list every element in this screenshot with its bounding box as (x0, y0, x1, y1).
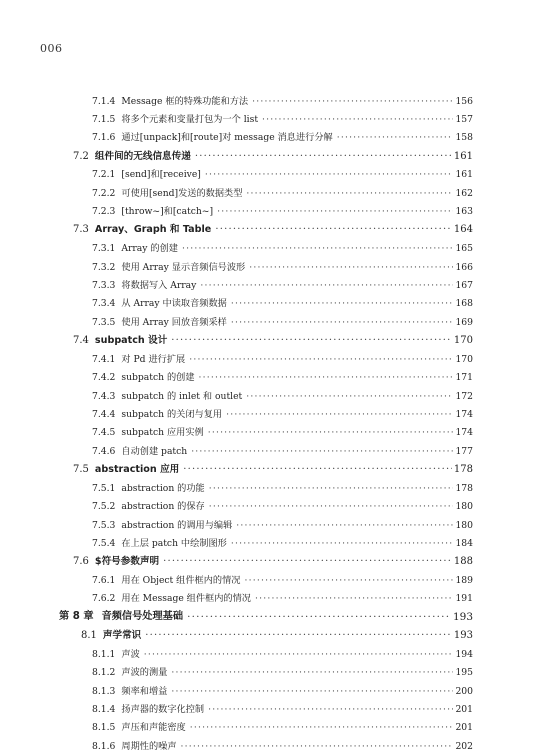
dot-leader (262, 115, 453, 124)
toc-entry-page: 201 (455, 722, 473, 734)
dot-leader (200, 281, 453, 290)
toc-entry-page: 188 (453, 556, 473, 568)
toc-entry-title: subpatch 设计 (94, 335, 168, 347)
toc-entry-title: 将数据写入 Array (121, 279, 197, 291)
toc-entry-title: abstraction 的调用与编辑 (121, 519, 233, 531)
toc-entry-page: 167 (455, 279, 473, 291)
toc-entry (0, 608, 534, 626)
toc-entry-page: 171 (455, 372, 473, 384)
dot-leader (187, 612, 451, 623)
toc-entry-number: 7.1.4 (92, 95, 116, 107)
toc-entry-page: 161 (455, 169, 473, 181)
toc-entry-page: 164 (453, 224, 473, 236)
toc-entry-number: 7.3 (73, 224, 89, 236)
toc-entry (0, 92, 534, 110)
toc-entry-title: 声波的测量 (121, 667, 168, 679)
toc-entry (0, 147, 534, 165)
toc-entry-page: 172 (455, 390, 473, 402)
toc-entry-page: 174 (455, 427, 473, 439)
toc-entry (0, 313, 534, 331)
toc-entry (0, 590, 534, 608)
toc-entry (0, 571, 534, 589)
toc-entry (0, 350, 534, 368)
toc-entry-page: 156 (455, 95, 473, 107)
toc-entry-number: 8.1.1 (92, 648, 116, 660)
toc-entry-number: 7.3.5 (92, 316, 116, 328)
toc-entry-title: 声波 (121, 648, 140, 660)
toc-entry-number: 7.5.3 (92, 519, 116, 531)
dot-leader (246, 392, 453, 401)
toc-entry-title: Array、Graph 和 Table (94, 224, 212, 236)
toc-entry-page: 200 (455, 685, 473, 697)
toc-entry-number: 7.4.2 (92, 372, 116, 384)
toc-entry-number: 7.2.1 (92, 169, 116, 181)
dot-leader (208, 428, 454, 437)
toc-entry-title: subpatch 的创建 (121, 372, 195, 384)
toc-entry (0, 166, 534, 184)
toc-entry-title: $符号参数声明 (94, 556, 160, 568)
toc-entry-title: 用在 Object 组件框内的情况 (121, 574, 241, 586)
toc-entry-title: 声压和声能密度 (121, 722, 186, 734)
toc-entry-number: 7.6.2 (92, 593, 116, 605)
dot-leader (231, 318, 454, 327)
toc-entry-page: 193 (453, 629, 473, 641)
toc-entry-number: 7.4.5 (92, 427, 116, 439)
toc-entry-page: 165 (455, 243, 473, 255)
toc-entry-number: 7.5.1 (92, 482, 116, 494)
toc-entry-page: 168 (455, 298, 473, 310)
toc-entry-title: 音频信号处理基础 (101, 611, 184, 623)
toc-entry-title: 在上层 patch 中绘制图形 (121, 538, 227, 550)
dot-leader (252, 97, 453, 106)
dot-leader (182, 244, 453, 253)
dot-leader (199, 373, 454, 382)
toc-entry-page: 161 (453, 150, 473, 162)
toc-entry-title: subpatch 的关闭与复用 (121, 409, 223, 421)
toc-entry (0, 424, 534, 442)
toc-entry-page: 162 (455, 187, 473, 199)
toc-entry-number: 7.2.3 (92, 206, 116, 218)
toc-entry-title: abstraction 应用 (94, 464, 180, 476)
dot-leader (195, 152, 452, 162)
toc-entry-number: 7.4.1 (92, 353, 116, 365)
toc-entry (0, 387, 534, 405)
toc-entry (0, 240, 534, 258)
dot-leader (244, 576, 453, 585)
dot-leader (217, 207, 453, 216)
toc-entry-page: 184 (455, 538, 473, 550)
toc-entry (0, 203, 534, 221)
toc-entry-number: 7.2 (73, 150, 89, 162)
toc-entry-page: 163 (455, 206, 473, 218)
dot-leader (209, 484, 454, 493)
toc-entry (0, 498, 534, 516)
toc-entry-number: 8.1.3 (92, 685, 116, 697)
toc-entry (0, 184, 534, 202)
toc-entry-number: 7.4.6 (92, 445, 116, 457)
page-number: 006 (40, 42, 63, 55)
toc-entry-number: 7.5.2 (92, 501, 116, 513)
toc-entry (0, 129, 534, 147)
toc-entry-title: Array 的创建 (121, 243, 178, 255)
toc-entry-number: 7.5 (73, 463, 89, 475)
toc-entry-number: 7.3.2 (92, 261, 116, 273)
toc-entry (0, 645, 534, 663)
dot-leader (163, 557, 452, 567)
toc-entry-title: [send]和[receive] (121, 169, 201, 181)
toc-entry-page: 189 (455, 574, 473, 586)
toc-entry-title: 使用 Array 回放音频采样 (121, 316, 227, 328)
dot-leader (205, 170, 454, 179)
toc-entry (0, 332, 534, 350)
toc-entry (0, 479, 534, 497)
toc-entry (0, 516, 534, 534)
toc-entry (0, 258, 534, 276)
toc-entry-title: subpatch 应用实例 (121, 427, 204, 439)
toc-entry (0, 535, 534, 553)
dot-leader (183, 465, 452, 475)
toc-entry-title: 可使用[send]发送的数据类型 (121, 187, 243, 199)
dot-leader (208, 705, 453, 714)
toc-entry-page: 158 (455, 132, 473, 144)
toc-entry-page: 157 (455, 114, 473, 126)
toc-entry-page: 178 (455, 482, 473, 494)
toc-entry (0, 627, 534, 645)
dot-leader (226, 410, 453, 419)
dot-leader (145, 631, 452, 641)
toc-entry-title: Message 框的特殊功能和方法 (121, 95, 249, 107)
toc-entry-page: 174 (455, 409, 473, 421)
toc-entry-number: 7.6 (73, 556, 89, 568)
toc-entry-number: 8.1.4 (92, 704, 116, 716)
toc-entry (0, 553, 534, 571)
dot-leader (171, 336, 452, 346)
toc-entry-title: 通过[unpack]和[route]对 message 消息进行分解 (121, 132, 333, 144)
toc-entry (0, 664, 534, 682)
toc-entry-number: 7.4.4 (92, 409, 116, 421)
toc-entry-number: 7.4 (73, 334, 89, 346)
dot-leader (189, 355, 453, 364)
toc-entry-number: 7.3.4 (92, 298, 116, 310)
toc-entry-title: 使用 Array 显示音频信号波形 (121, 261, 246, 273)
dot-leader (144, 650, 454, 659)
toc-entry-number: 第 8 章 (59, 611, 94, 623)
table-of-contents (0, 92, 534, 756)
toc-entry-page: 180 (455, 519, 473, 531)
toc-entry-page: 177 (455, 445, 473, 457)
toc-entry-number: 7.5.4 (92, 538, 116, 550)
toc-entry-page: 180 (455, 501, 473, 513)
toc-entry-page: 194 (455, 648, 473, 660)
toc-entry-page: 178 (453, 463, 473, 475)
toc-entry-number: 7.1.6 (92, 132, 116, 144)
toc-entry-number: 8.1 (81, 629, 97, 641)
toc-entry-page: 170 (453, 334, 473, 346)
toc-entry (0, 719, 534, 737)
toc-entry-page: 195 (455, 667, 473, 679)
toc-entry-title: 频率和增益 (121, 685, 168, 697)
toc-entry (0, 405, 534, 423)
toc-entry-title: 声学常识 (102, 630, 142, 642)
toc-entry (0, 700, 534, 718)
dot-leader (190, 723, 454, 732)
toc-entry-number: 7.6.1 (92, 574, 116, 586)
dot-leader (249, 263, 453, 272)
toc-entry-number: 7.3.3 (92, 279, 116, 291)
dot-leader (171, 668, 453, 677)
dot-leader (191, 447, 453, 456)
toc-entry-title: abstraction 的功能 (121, 482, 205, 494)
toc-entry (0, 682, 534, 700)
toc-entry (0, 737, 534, 755)
toc-entry-page: 191 (455, 593, 473, 605)
toc-entry-title: 将多个元素和变量打包为一个 list (121, 114, 259, 126)
toc-entry (0, 442, 534, 460)
dot-leader (255, 594, 453, 603)
toc-entry-number: 7.3.1 (92, 243, 116, 255)
toc-entry-title: subpatch 的 inlet 和 outlet (121, 390, 243, 402)
toc-entry-title: abstraction 的保存 (121, 501, 205, 513)
dot-leader (231, 539, 454, 548)
toc-entry-title: [throw~]和[catch~] (121, 206, 214, 218)
toc-entry-title: 周期性的噪声 (121, 740, 177, 752)
toc-entry (0, 221, 534, 239)
toc-entry (0, 369, 534, 387)
toc-entry-page: 166 (455, 261, 473, 273)
toc-entry-number: 7.4.3 (92, 390, 116, 402)
toc-entry-number: 7.1.5 (92, 114, 116, 126)
toc-entry-number: 8.1.6 (92, 740, 116, 752)
dot-leader (231, 299, 454, 308)
toc-entry (0, 461, 534, 479)
dot-leader (246, 189, 453, 198)
toc-entry (0, 276, 534, 294)
dot-leader (337, 133, 454, 142)
toc-entry-number: 7.2.2 (92, 187, 116, 199)
toc-entry-page: 201 (455, 704, 473, 716)
dot-leader (215, 225, 452, 235)
toc-entry-page: 193 (452, 611, 473, 624)
dot-leader (209, 502, 454, 511)
toc-entry-title: 从 Array 中读取音频数据 (121, 298, 227, 310)
toc-entry-title: 对 Pd 进行扩展 (121, 353, 186, 365)
toc-entry-title: 扬声器的数字化控制 (121, 704, 205, 716)
toc-entry-number: 8.1.2 (92, 667, 116, 679)
toc-entry-page: 170 (455, 353, 473, 365)
toc-entry-page: 202 (455, 740, 473, 752)
toc-entry-title: 组件间的无线信息传递 (94, 150, 191, 162)
toc-entry (0, 295, 534, 313)
toc-entry-number: 8.1.5 (92, 722, 116, 734)
toc-entry-page: 169 (455, 316, 473, 328)
dot-leader (171, 687, 453, 696)
toc-entry-title: 用在 Message 组件框内的情况 (121, 593, 251, 605)
toc-entry (0, 110, 534, 128)
dot-leader (236, 521, 453, 530)
toc-entry-title: 自动创建 patch (121, 445, 188, 457)
